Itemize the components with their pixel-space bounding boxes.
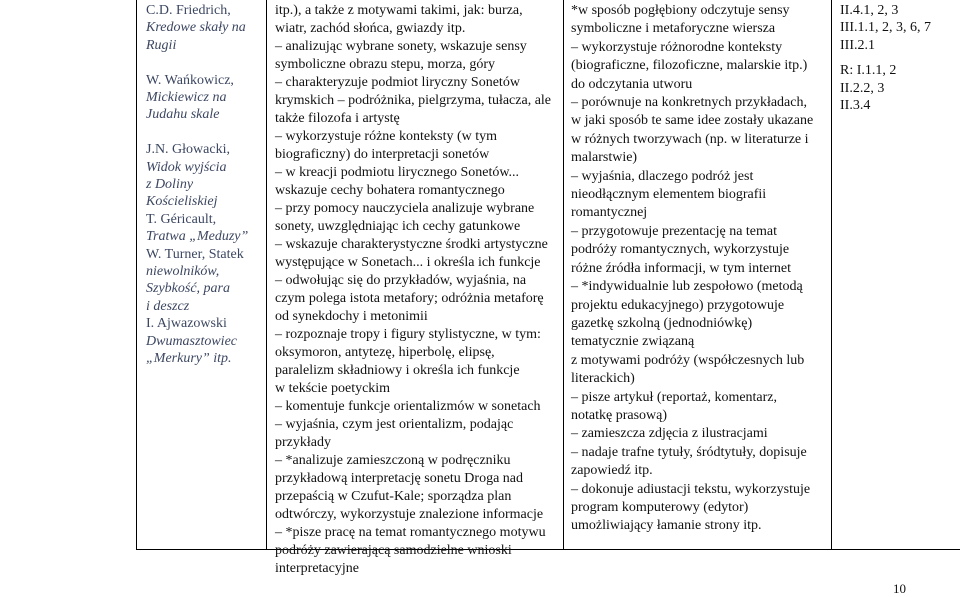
requirement-line: – analizując wybrane sonety, wskazuje sensy: [275, 39, 527, 54]
extended-line: notatkę prasową): [571, 407, 668, 423]
requirement-line: – odwołując się do przykładów, wyjaśnia, na: [275, 273, 527, 288]
requirement-line: – *analizuje zamieszczoną w podręczniku: [275, 453, 511, 468]
requirement-line: symboliczne obrazu stepu, morza, góry: [275, 57, 496, 72]
requirement-line: przykładową interpretację sonetu Droga nad: [275, 471, 524, 486]
requirement-line: paralelizm składniowy i określa ich funkcje: [275, 363, 520, 378]
requirement-line: – wyjaśnia, czym jest orientalizm, podając: [275, 417, 514, 432]
table-column-divider: [831, 0, 832, 550]
reference-line: III.1.1, 2, 3, 6, 7: [840, 20, 931, 36]
artwork-line: z Doliny: [146, 177, 194, 193]
requirement-line: występujące w Sonetach... i określa ich funkcje: [275, 255, 541, 270]
reference-line: III.2.1: [840, 37, 875, 53]
extended-line: umożliwiający łamanie strony itp.: [571, 518, 762, 534]
artwork-line: I. Ajwazowski: [146, 316, 227, 332]
artwork-line: T. Géricault,: [146, 211, 217, 227]
extended-line: różne źródła informacji, w tym internet: [571, 260, 792, 276]
extended-line: w jaki sposób te same idee zostały ukazane: [571, 113, 814, 129]
requirement-line: krymskich – podróżnika, pielgrzyma, tułacza, ale: [275, 93, 552, 108]
requirement-line: – wskazuje charakterystyczne środki artystyczne: [275, 237, 548, 252]
requirement-line: – w kreacji podmiotu lirycznego Sonetów...: [275, 165, 520, 180]
requirement-line: przepaścią w Czufut-Kale; sporządza plan: [275, 489, 512, 504]
extended-line: projektu edukacyjnego) przygotowuje: [571, 297, 785, 313]
page-number: 10: [893, 581, 906, 596]
artwork-line: [146, 54, 266, 71]
extended-line: w różnych tworzywach (np. w literaturze i: [571, 131, 809, 147]
artwork-line: Judahu skale: [146, 107, 220, 123]
artwork-line: Kredowe skały na: [146, 20, 246, 36]
requirement-line: – wykorzystuje różne konteksty (w tym: [275, 129, 498, 144]
artwork-line: niewolników,: [146, 264, 220, 280]
artwork-line: Dwumasztowiec: [146, 333, 237, 349]
extended-line: program komputerowy (edytor): [571, 499, 749, 515]
requirement-line: przykłady: [275, 435, 331, 450]
extended-line: literackich): [571, 371, 635, 387]
artwork-line: Widok wyjścia: [146, 159, 227, 175]
table-border-left: [136, 0, 137, 550]
extended-line: *w sposób pogłębiony odczytuje sensy: [571, 3, 790, 18]
extended-requirements-column: [571, 2, 821, 536]
reference-line: [840, 54, 960, 62]
artwork-line: Szybkość, para: [146, 281, 230, 297]
extended-line: malarstwie): [571, 150, 638, 166]
requirement-line: oksymoron, antytezę, hiperbolę, elipsę,: [275, 345, 495, 360]
extended-line: symboliczne i metaforyczne wiersza: [571, 21, 776, 37]
requirement-line: interpretacyjne: [275, 561, 359, 576]
extended-line: gazetkę szkolną (jednodniówkę): [571, 315, 753, 331]
artwork-line: „Merkury” itp.: [146, 351, 232, 367]
reference-line: II.3.4: [840, 98, 871, 114]
extended-line: – przygotowuje prezentację na temat: [571, 223, 778, 239]
extended-line: podróży romantycznych, wykorzystuje: [571, 242, 790, 258]
extended-line: romantycznej: [571, 205, 648, 221]
extended-line: – nadaje trafne tytuły, śródtytuły, dopisuje: [571, 444, 807, 460]
requirement-line: w tekście poetyckim: [275, 381, 391, 396]
extended-line: zapowiedź itp.: [571, 463, 653, 479]
table-column-divider: [266, 0, 267, 550]
artworks-column: [146, 2, 266, 368]
artwork-line: Tratwa „Meduzy”: [146, 229, 249, 245]
requirement-line: odtwórczy, wykorzystuje znalezione informacje: [275, 507, 544, 522]
requirement-line: sonety, uwzględniając ich cechy gatunkowe: [275, 219, 521, 234]
requirement-line: – *pisze pracę na temat romantycznego motywu: [275, 525, 546, 540]
basic-requirements-column: [275, 2, 561, 578]
extended-line: – wyjaśnia, dlaczego podróż jest: [571, 168, 754, 184]
artwork-line: W. Wańkowicz,: [146, 72, 234, 88]
extended-line: tematycznie związaną: [571, 334, 695, 350]
requirement-line: biograficzny) do interpretacji sonetów: [275, 147, 490, 162]
requirement-line: – przy pomocy nauczyciela analizuje wybrane: [275, 201, 535, 216]
table-column-divider: [563, 0, 564, 550]
extended-line: (biograficzne, filozoficzne, malarskie itp.): [571, 58, 808, 74]
artwork-line: J.N. Głowacki,: [146, 142, 230, 158]
reference-line: II.4.1, 2, 3: [840, 3, 899, 18]
extended-line: – pisze artykuł (reportaż, komentarz,: [571, 389, 778, 405]
requirement-line: wskazuje cechy bohatera romantycznego: [275, 183, 505, 198]
artwork-line: [146, 124, 266, 141]
extended-line: – wykorzystuje różnorodne konteksty: [571, 39, 783, 55]
extended-line: do odczytania utworu: [571, 76, 693, 92]
reference-line: R: I.1.1, 2: [840, 63, 897, 79]
curriculum-references-column: [840, 2, 960, 114]
artwork-line: i deszcz: [146, 298, 190, 314]
requirement-line: – komentuje funkcje orientalizmów w sonetach: [275, 399, 541, 414]
requirement-line: itp.), a także z motywami takimi, jak: burza,: [275, 3, 523, 18]
requirement-line: od synekdochy i metonimii: [275, 309, 428, 324]
extended-line: – porównuje na konkretnych przykładach,: [571, 95, 807, 111]
extended-line: z motywami podróży (współczesnych lub: [571, 352, 805, 368]
extended-line: – zamieszcza zdjęcia z ilustracjami: [571, 426, 768, 442]
requirement-line: podróży zawierającą samodzielne wnioski: [275, 543, 512, 558]
artwork-line: Mickiewicz na: [146, 90, 227, 106]
extended-line: nieodłącznym elementem biografii: [571, 187, 767, 203]
artwork-line: W. Turner, Statek: [146, 246, 244, 262]
artwork-line: Kościeliskiej: [146, 194, 218, 210]
extended-line: – dokonuje adiustacji tekstu, wykorzystuje: [571, 481, 811, 497]
artwork-line: Rugii: [146, 37, 177, 53]
extended-line: – *indywidualnie lub zespołowo (metodą: [571, 279, 803, 295]
reference-line: II.2.2, 3: [840, 80, 885, 96]
requirement-line: także filozofa i artystę: [275, 111, 400, 126]
artwork-line: C.D. Friedrich,: [146, 3, 231, 18]
requirement-line: – charakteryzuje podmiot liryczny Sonetów: [275, 75, 520, 90]
requirement-line: wiatr, zachód słońca, gwiazdy itp.: [275, 21, 466, 36]
requirement-line: czym polega istota metafory; odróżnia metaforę: [275, 291, 544, 306]
requirement-line: – rozpoznaje tropy i figury stylistyczne, w tym:: [275, 327, 541, 342]
